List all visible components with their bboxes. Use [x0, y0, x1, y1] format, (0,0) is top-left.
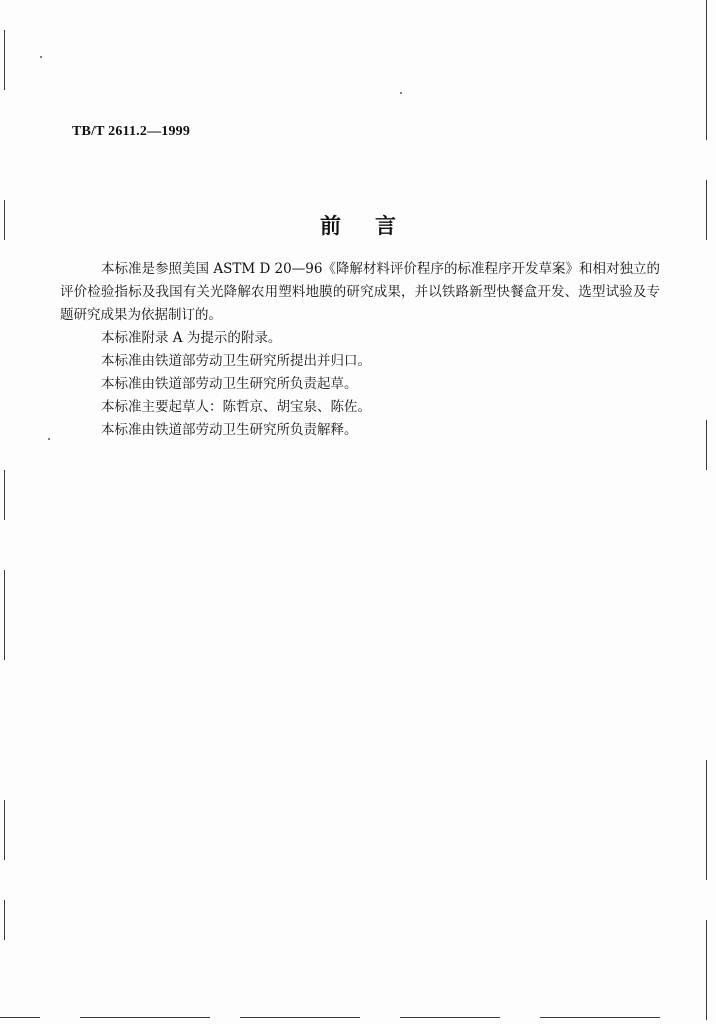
- paragraph: 本标准是参照美国 ASTM D 20—96《降解材料评价程序的标准程序开发草案》和相对独立的评价检验指标及我国有关光降解农用塑料地膜的研究成果，并以铁路新型快餐盒开发、选型试验及专题研究成果为依据制订的。: [60, 261, 660, 323]
- scan-edge-right: [706, 920, 707, 1020]
- paragraph: 本标准由铁道部劳动卫生研究所提出并归口。: [101, 353, 371, 369]
- scan-edge-right: [706, 420, 707, 470]
- paragraph: 本标准附录 A 为提示的附录。: [101, 330, 282, 346]
- scan-speck: [400, 92, 402, 94]
- scan-speck: [40, 56, 42, 58]
- paragraph: 本标准由铁道部劳动卫生研究所负责解释。: [101, 422, 358, 438]
- scan-edge-left: [4, 570, 5, 660]
- scan-edge-bottom: [80, 1017, 210, 1018]
- scan-edge-bottom: [400, 1017, 500, 1018]
- paragraph: 本标准由铁道部劳动卫生研究所负责起草。: [101, 376, 358, 392]
- paragraph: 本标准主要起草人：陈哲京、胡宝泉、陈佐。: [101, 399, 371, 415]
- scan-edge-right: [706, 760, 707, 880]
- scan-edge-bottom: [540, 1017, 660, 1018]
- scan-edge-bottom: [240, 1017, 360, 1018]
- scan-edge-left: [4, 800, 5, 860]
- standard-code: TB/T 2611.2—1999: [72, 124, 191, 139]
- scan-edge-right: [706, 0, 707, 140]
- scan-edge-left: [4, 470, 5, 520]
- page-title: 前言: [320, 213, 430, 238]
- scan-edge-bottom: [0, 1017, 40, 1018]
- scan-speck: [48, 438, 50, 440]
- foreword-body: [60, 258, 660, 442]
- scan-edge-left: [4, 900, 5, 940]
- scan-edge-left: [4, 30, 5, 90]
